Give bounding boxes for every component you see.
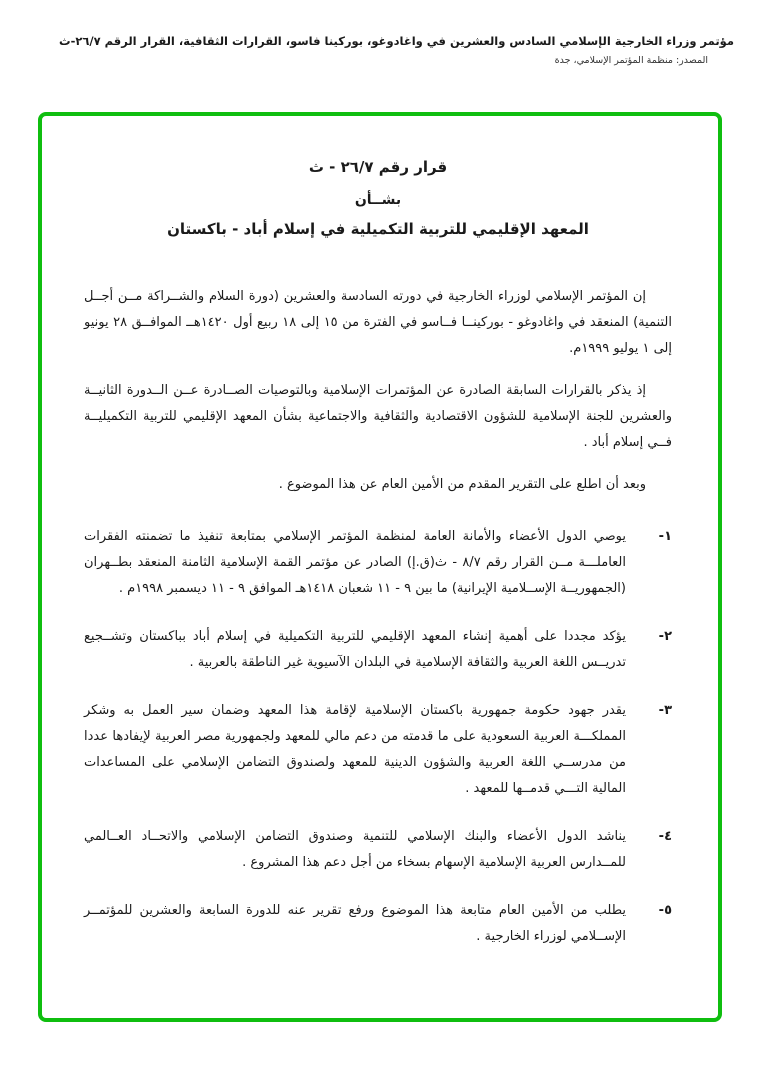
header-citation-line: مؤتمر وزراء الخارجية الإسلامي السادس والعشرين في واغادوغو، بوركينا فاسو، القرارات الثقافية، القرار الرقم ٢٦/٧-ث: [59, 34, 734, 48]
item-text: يقدر جهود حكومة جمهورية باكستان الإسلامية لإقامة هذا المعهد وضمان سير العمل به وشكر المملكـــة العربية السعودية على ما قدمته من دعم مالي للمعهد ولجمهورية مصر العربية لإيفادها عددا من مدرســي اللغة العربية والشؤون الدينية للمعهد ولصندوق التضامن الإسلامي على المساعدات المالية التـــي قدمــها للمعهد .: [84, 703, 626, 796]
item-number: ١-: [658, 529, 672, 544]
list-item: [84, 898, 672, 950]
item-number: ٣-: [658, 703, 672, 718]
recall-paragraph: إذ يذكر بالقرارات السابقة الصادرة عن المؤتمرات الإسلامية وبالتوصيات الصــادرة عــن الــدورة الثانيــة والعشرين للجنة الإسلامية للشؤون الاقتصادية والثقافية والاجتماعية بشأن المعهد الإقليمي للتربية التكميليــة فــي إسلام أباد .: [84, 383, 672, 450]
list-item: [84, 698, 672, 802]
resolution-title: قرار رقم ٢٦/٧ - ث: [308, 158, 448, 176]
item-text: يؤكد مجددا على أهمية إنشاء المعهد الإقليمي للتربية التكميلية في إسلام أباد بباكستان وتشــجيع تدريــس اللغة العربية والثقافة الإسلامية في البلدان الآسيوية غير الناطقة بالعربية .: [84, 629, 626, 670]
item-number: ٥-: [658, 903, 672, 918]
resolution-items: [84, 524, 672, 950]
subject-label: بشــأن: [354, 192, 402, 208]
item-number: ٤-: [658, 829, 672, 844]
intro-paragraph: إن المؤتمر الإسلامي لوزراء الخارجية في دورته السادسة والعشرين (دورة السلام والشــراكة مــن أجــل التنمية) المنعقد في واغادوغو - بوركينــا فــاسو في الفترة من ١٥ إلى ١٨ ربيع أول ١٤٢٠هــ الموافــق ٢٨ يونيو إلى ١ يوليو ١٩٩٩م.: [84, 289, 672, 356]
item-number: ٢-: [658, 629, 672, 644]
document-frame: [38, 112, 722, 1022]
list-item: [84, 624, 672, 676]
item-text: يوصي الدول الأعضاء والأمانة العامة لمنظمة المؤتمر الإسلامي بمتابعة تنفيذ ما تضمنته الفقرات العاملـــة مــن القرار رقم ٨/٧ - ث(ق.إ) الصادر عن مؤتمر القمة الإسلامية الثامنة المنعقد بطــهران (الجمهوريــة الإســلامية الإيرانية) ما بين ٩ - ١١ شعبان ١٤١٨هـ الموافق ٩ - ١١ ديسمبر ١٩٩٨م .: [84, 529, 626, 596]
subject-title: المعهد الإقليمي للتربية التكميلية في إسلام أباد - باكستان: [167, 220, 589, 238]
item-text: يناشد الدول الأعضاء والبنك الإسلامي للتنمية وصندوق التضامن الإسلامي والاتحــاد العــالمي للمــدارس العربية الإسلامية الإسهام بسخاء من أجل دعم هذا المشروع .: [84, 829, 626, 870]
report-paragraph: وبعد أن اطلع على التقرير المقدم من الأمين العام عن هذا الموضوع .: [278, 477, 646, 492]
page-header: [28, 34, 734, 66]
item-text: يطلب من الأمين العام متابعة هذا الموضوع ورفع تقرير عنه للدورة السابعة والعشرين للمؤتمــر الإســلامي لوزراء الخارجية .: [84, 903, 626, 944]
list-item: [84, 524, 672, 602]
list-item: [84, 824, 672, 876]
header-source-line: المصدر: منظمة المؤتمر الإسلامي، جدة: [554, 55, 708, 66]
